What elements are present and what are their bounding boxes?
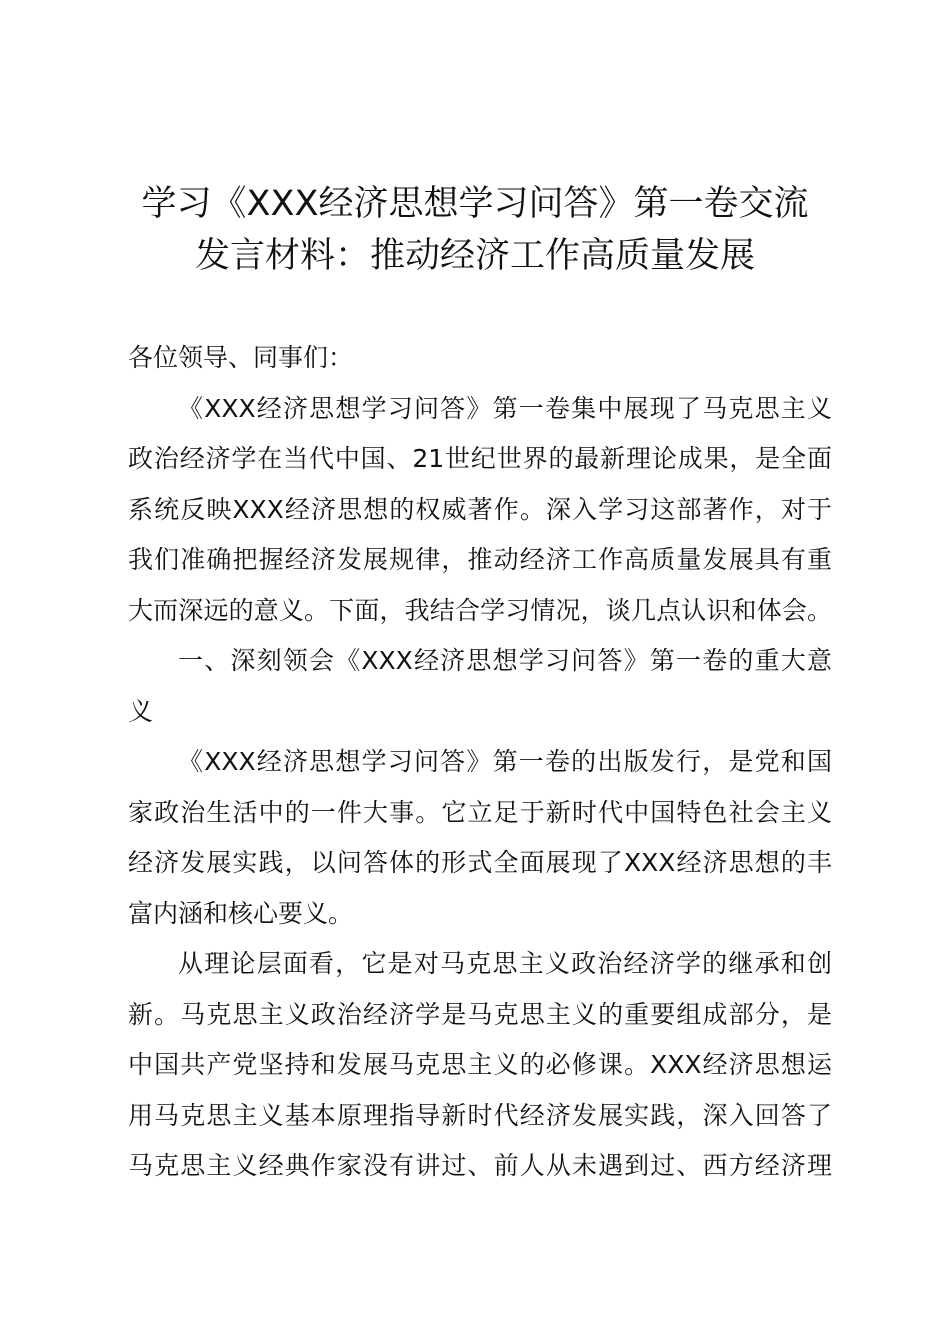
paragraph-line: 家政治生活中的一件大事。它立足于新时代中国特色社会主义: [128, 797, 832, 827]
paragraph-line: 经济发展实践，以问答体的形式全面展现了XXX经济思想的丰: [128, 848, 832, 877]
paragraph-line: 富内涵和核心要义。: [128, 898, 354, 928]
title-line-1: 学习《XXX经济思想学习问答》第一卷交流: [141, 184, 809, 224]
paragraph-line: 大而深远的意义。下面，我结合学习情况，谈几点认识和体会。: [128, 595, 832, 625]
paragraph-line: 中国共产党坚持和发展马克思主义的必修课。XXX经济思想运: [128, 1050, 832, 1079]
paragraph-line: 系统反映XXX经济思想的权威著作。深入学习这部著作，对于: [128, 494, 832, 524]
paragraph-line: 《XXX经济思想学习问答》第一卷集中展现了马克思主义: [178, 393, 832, 423]
paragraph-line: 新。马克思主义政治经济学是马克思主义的重要组成部分，是: [128, 999, 832, 1029]
document-title: [110, 178, 840, 282]
paragraph-line: 政治经济学在当代中国、21世纪世界的最新理论成果，是全面: [128, 444, 832, 473]
paragraph-line: 从理论层面看，它是对马克思主义政治经济学的继承和创: [178, 949, 832, 978]
title-line-2: 发言材料：推动经济工作高质量发展: [194, 236, 755, 276]
paragraph-line: 《XXX经济思想学习问答》第一卷的出版发行，是党和国: [178, 747, 832, 776]
paragraph-line: 马克思主义经典作家没有讲过、前人从未遇到过、西方经济理: [128, 1151, 832, 1180]
paragraph-line: 我们准确把握经济发展规律，推动经济工作高质量发展具有重: [128, 545, 832, 574]
paragraph-line: 用马克思主义基本原理指导新时代经济发展实践，深入回答了: [128, 1100, 832, 1130]
document-body: [128, 333, 832, 1192]
section-heading-line: 一、深刻领会《XXX经济思想学习问答》第一卷的重大意: [178, 646, 832, 675]
salutation: 各位领导、同事们：: [128, 343, 354, 372]
section-heading-line: 义: [128, 696, 154, 726]
